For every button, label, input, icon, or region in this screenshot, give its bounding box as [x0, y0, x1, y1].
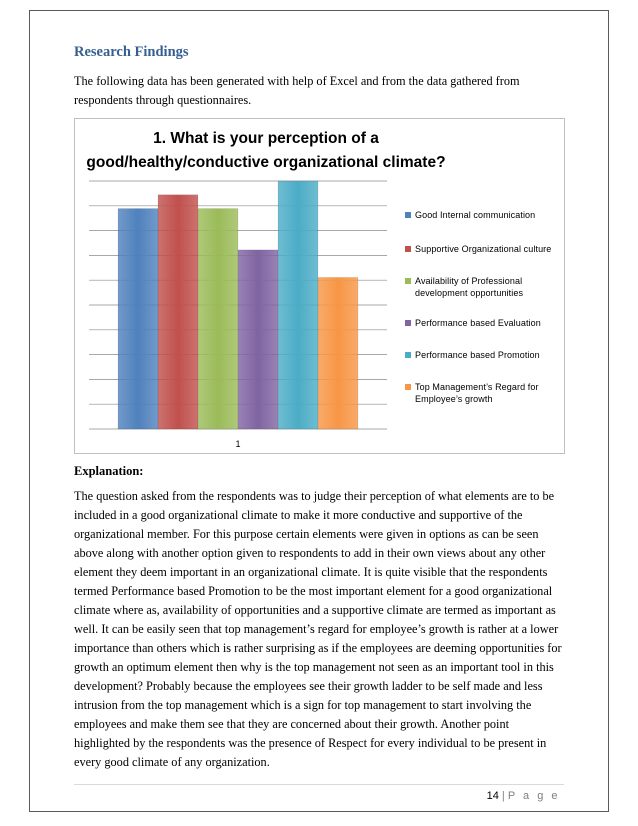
section-heading: Research Findings [74, 44, 189, 60]
x-tick-label: 1 [235, 439, 241, 449]
legend-item [405, 209, 563, 221]
legend-item [405, 381, 563, 405]
legend-label: Supportive Organizational culture [415, 244, 552, 254]
legend-swatch [405, 278, 411, 284]
legend-item [405, 349, 563, 361]
bar-2 [158, 195, 198, 429]
page-footer [487, 790, 560, 802]
chart-container [74, 118, 565, 454]
footer-divider [74, 784, 564, 785]
page-word: P a g e [507, 790, 560, 802]
legend-item [405, 317, 563, 329]
legend-label: Top Management’s Regard for Employee’s growth [415, 382, 539, 404]
legend-label: Performance based Promotion [415, 350, 540, 360]
bar-3 [198, 209, 238, 429]
intro-paragraph: The following data has been generated with help of Excel and from the data gathered from respondents through questionnaires. [74, 74, 520, 107]
legend-swatch [405, 352, 411, 358]
footer-separator: | [501, 790, 505, 802]
explanation-paragraph: The question asked from the respondents was to judge their perception of what elements are to be included in a good organizational climate to make it more conductive and supportive of the organizational member. For this purpose certain elements were given in options as can be seen above along with another option given to respondents to add in their own views about any other element they deem important in an organizational climate. It is quite visible that the respondents termed Performance based Promotion to be the most important element for a good organizational climate where as, availability of opportunities and a supportive climate are termed as important as well. It can be easily seen that top management’s regard for employee’s growth is rather at a lower importance than others which is rather surprising as if the employees are deeming opportunities for growth an optimum element then why is the top management not seen as an important tool in this development? Probably because the employees see their growth ladder to be self made and less intrusion from the top management which is a sign for top management to start involving the employees and make them see that they are concerned about their growth. Another point highlighted by the respondents was the presence of Respect for every individual to be present in every good climate of any organization. [74, 489, 562, 769]
legend-swatch [405, 212, 411, 218]
chart-title-line-2: good/healthy/conductive organizational climate? [86, 154, 446, 171]
chart-title-line-1: 1. What is your perception of a [153, 130, 379, 147]
legend-item [405, 243, 563, 255]
legend-item [405, 275, 563, 299]
legend-swatch [405, 384, 411, 390]
bar-1 [118, 209, 158, 429]
legend-swatch [405, 246, 411, 252]
explanation-title: Explanation: [74, 464, 144, 478]
legend-label: Good Internal communication [415, 210, 536, 220]
bar-6 [318, 277, 358, 429]
bar-4 [238, 250, 278, 429]
legend-label: Availability of Professional development opportunities [415, 276, 524, 298]
page-number: 14 [486, 790, 499, 802]
legend-swatch [405, 320, 411, 326]
legend-label: Performance based Evaluation [415, 318, 541, 328]
bar-5 [278, 181, 318, 429]
